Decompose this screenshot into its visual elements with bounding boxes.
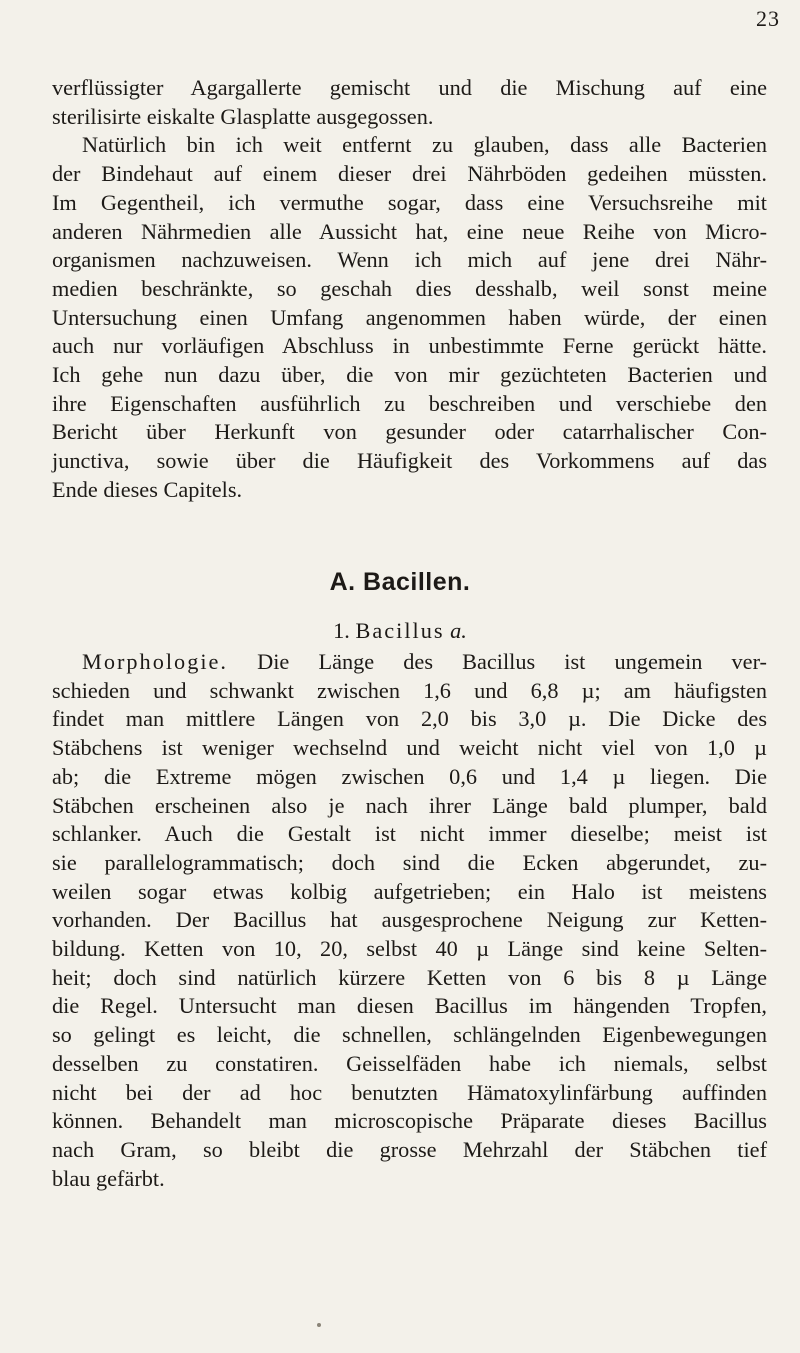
text-line: Ende dieses Capitels. (52, 476, 243, 502)
subsection-letter: a. (450, 618, 467, 643)
text-line: Bericht über Herkunft von gesunder oder catarrhalischer Con- (52, 419, 767, 445)
subsection-heading (0, 618, 800, 644)
text-line: blau gefärbt. (52, 1165, 165, 1191)
text-line: der Bindehaut auf einem dieser drei Nährböden gedeihen müssten. (52, 161, 767, 187)
text-line: organismen nachzuweisen. Wenn ich mich auf jene drei Nähr- (52, 247, 767, 273)
text-line: ihre Eigenschaften ausführlich zu beschreiben und verschiebe den (52, 390, 767, 416)
text-line: verflüssigter Agargallerte gemischt und die Mischung auf eine (52, 75, 767, 100)
text-line (52, 648, 767, 677)
text-line: Natürlich bin ich weit entfernt zu glauben, dass alle Bacterien (82, 132, 767, 158)
text-line: heit; doch sind natürlich kürzere Ketten von 6 bis 8 µ Länge (52, 964, 767, 990)
text-line: sterilisirte eiskalte Glasplatte ausgegossen. (52, 103, 434, 129)
text-line: bildung. Ketten von 10, 20, selbst 40 µ Länge sind keine Selten- (52, 936, 767, 962)
text-line: junctiva, sowie über die Häufigkeit des Vorkommens auf das (52, 448, 767, 474)
section-heading: A. Bacillen. (329, 568, 471, 596)
text-block-morphology (52, 648, 767, 1193)
paragraph-continuation (52, 74, 767, 131)
text-line: sie parallelogrammatisch; doch sind die Ecken abgerundet, zu- (52, 849, 767, 875)
text-line: Stäbchen erscheinen also je nach ihrer Länge bald plumper, bald (52, 792, 767, 818)
text-line: auch nur vorläufigen Abschluss in unbestimmte Ferne gerückt hätte. (52, 333, 767, 359)
text-line: die Regel. Untersucht man diesen Bacillus im hängenden Tropfen, (52, 993, 767, 1019)
text-line: schieden und schwankt zwischen 1,6 und 6,8 µ; am häufigsten (52, 677, 767, 703)
text-line: Ich gehe nun dazu über, die von mir gezüchteten Bacterien und (52, 362, 767, 388)
text-line: können. Behandelt man microscopische Präparate dieses Bacillus (52, 1108, 767, 1134)
paragraph-bacteria-note (52, 131, 767, 504)
subsection-name: Bacillus (355, 618, 445, 643)
text-line: schlanker. Auch die Gestalt ist nicht immer dieselbe; meist ist (52, 821, 767, 847)
text-line: vorhanden. Der Bacillus hat ausgesprochene Neigung zur Ketten- (52, 907, 767, 933)
text-line: weilen sogar etwas kolbig aufgetrieben; ein Halo ist meistens (52, 878, 767, 904)
text-line: nicht bei der ad hoc benutzten Hämatoxylinfärbung auffinden (52, 1079, 767, 1105)
text-line: anderen Nährmedien alle Aussicht hat, eine neue Reihe von Micro- (52, 218, 767, 244)
text-line: findet man mittlere Längen von 2,0 bis 3,0 µ. Die Dicke des (52, 706, 767, 732)
text-line: nach Gram, so bleibt die grosse Mehrzahl der Stäbchen tief (52, 1136, 767, 1162)
text-line: so gelingt es leicht, die schnellen, schlängelnden Eigenbewegungen (52, 1022, 767, 1048)
morphology-first-line: Die Länge des Bacillus ist ungemein ver- (228, 649, 767, 674)
text-block-top (52, 74, 767, 505)
text-line: medien beschränkte, so geschah dies desshalb, weil sonst meine (52, 275, 767, 301)
text-line: Stäbchens ist weniger wechselnd und weicht nicht viel von 1,0 µ (52, 735, 767, 761)
text-line: ab; die Extreme mögen zwischen 0,6 und 1,4 µ liegen. Die (52, 763, 767, 789)
morphology-lead-word: Morphologie. (82, 649, 229, 674)
subsection-number: 1. (333, 618, 350, 643)
text-line: Im Gegentheil, ich vermuthe sogar, dass eine Versuchsreihe mit (52, 189, 767, 215)
text-line: Untersuchung einen Umfang angenommen haben würde, der einen (52, 304, 767, 330)
text-line: desselben zu constatiren. Geisselfäden habe ich niemals, selbst (52, 1050, 767, 1076)
page-number: 23 (756, 6, 780, 31)
print-speck (317, 1323, 321, 1327)
